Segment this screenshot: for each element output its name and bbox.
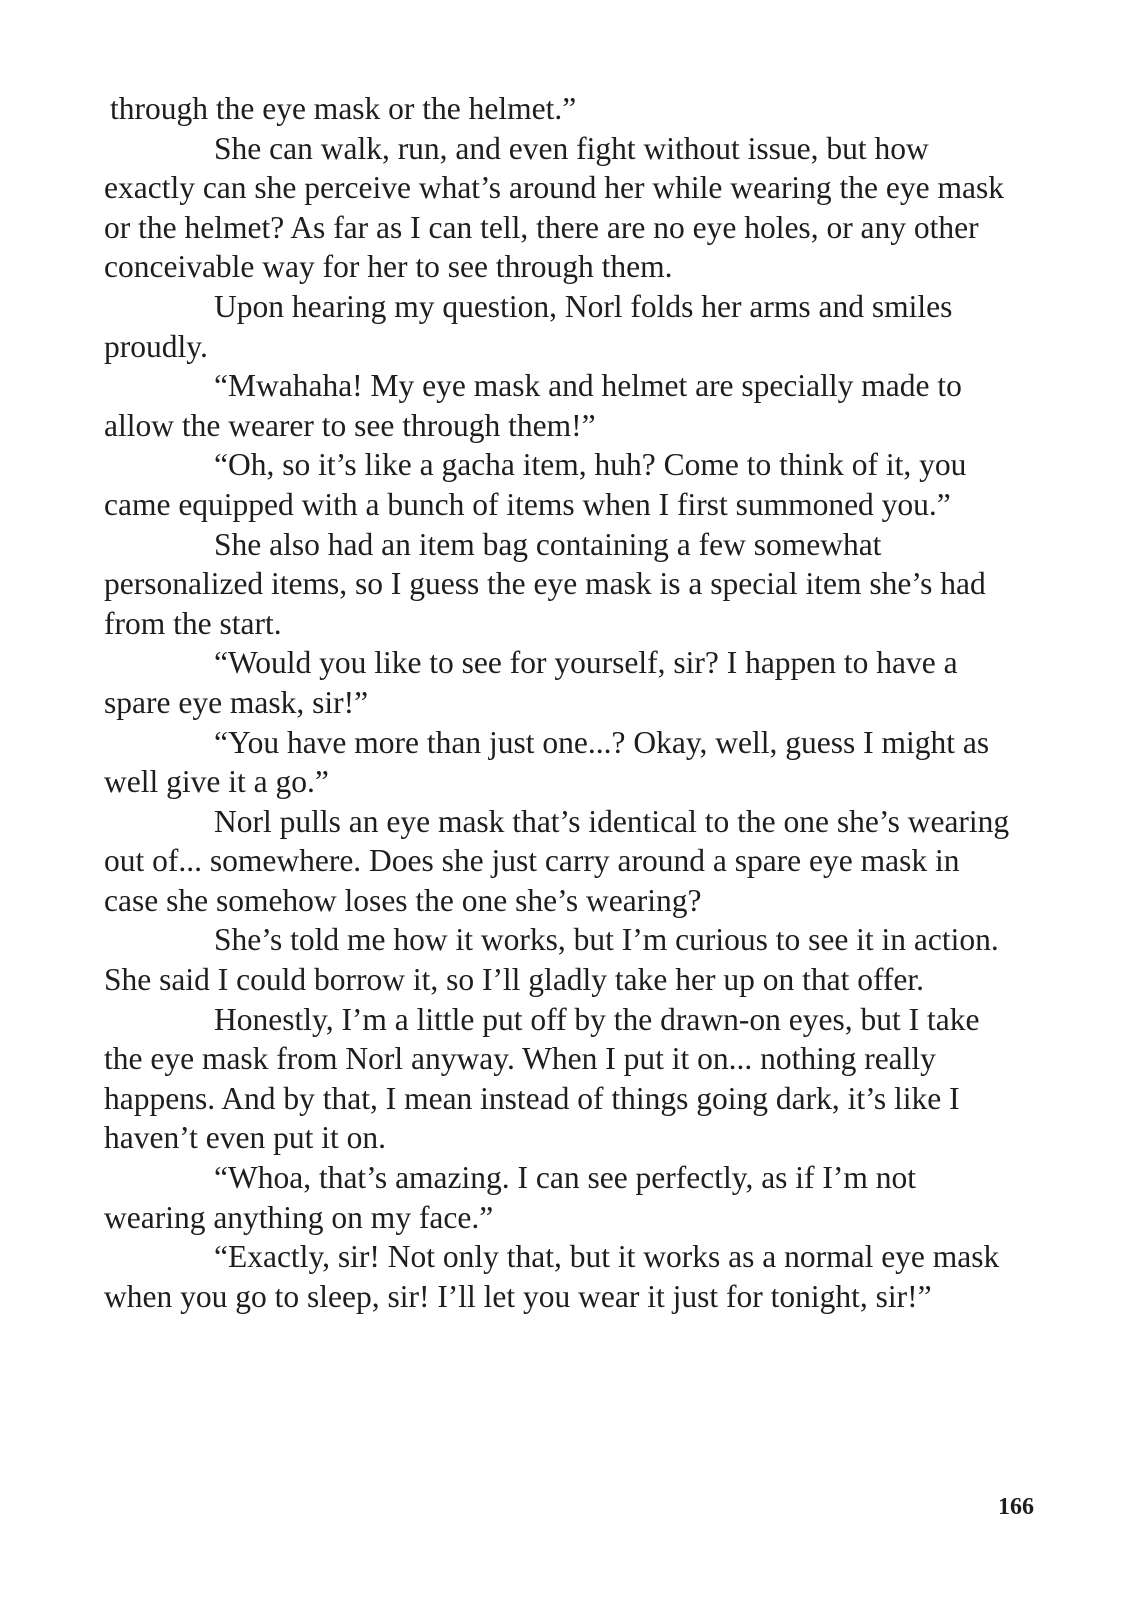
paragraph: Upon hearing my question, Norl folds her arms and smiles proudly.: [104, 288, 953, 364]
paragraph: “Oh, so it’s like a gacha item, huh? Come to think of it, you came equipped with a bunch of items when I first summoned you.”: [104, 447, 967, 522]
continuation-line: through the eye mask or the helmet.”: [110, 91, 577, 126]
paragraph: “Mwahaha! My eye mask and helmet are specially made to allow the wearer to see through them!”: [104, 368, 962, 443]
paragraph: She’s told me how it works, but I’m curious to see it in action. She said I could borrow it, so I’ll gladly take her up on that offer.: [104, 922, 999, 998]
paragraph: “Exactly, sir! Not only that, but it works as a normal eye mask when you go to sleep, sir! I’ll let you wear it just for tonight, sir!”: [104, 1239, 1000, 1314]
paragraph: “Would you like to see for yourself, sir? I happen to have a spare eye mask, sir!”: [104, 645, 958, 720]
paragraph: “Whoa, that’s amazing. I can see perfectly, as if I’m not wearing anything on my face.”: [104, 1160, 917, 1235]
paragraph: She can walk, run, and even fight without issue, but how exactly can she perceive what’s around her while wearing the eye mask or the helmet? As far as I can tell, there are no eye holes, or any other conceivable way for her to see through them.: [104, 130, 1004, 285]
paragraph: Norl pulls an eye mask that’s identical to the one she’s wearing out of... somewhere. Does she just carry around a spare eye mask in case she somehow loses the one she’s wearing?: [104, 803, 1010, 918]
paragraph: Honestly, I’m a little put off by the drawn-on eyes, but I take the eye mask from Norl anyway. When I put it on... nothing really happens. And by that, I mean instead of things going dark, it’s like I haven’t even put it on.: [104, 1001, 980, 1156]
body-text: [104, 89, 1014, 1316]
paragraph: “You have more than just one...? Okay, well, guess I might as well give it a go.”: [104, 724, 990, 800]
paragraph: She also had an item bag containing a few somewhat personalized items, so I guess the eye mask is a special item she’s had from the start.: [104, 526, 986, 641]
page-number: 166: [998, 1494, 1034, 1520]
